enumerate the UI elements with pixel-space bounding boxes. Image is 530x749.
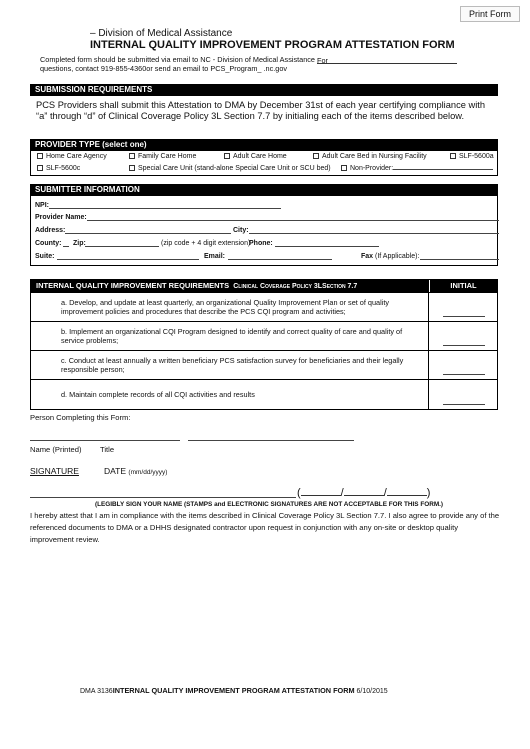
requirements-heading: INTERNAL QUALITY IMPROVEMENT REQUIREMENTS Clinical Coverage Policy 3LSection 7.7: [36, 281, 358, 290]
checkbox[interactable]: [224, 153, 230, 159]
date-label: DATE (mm/dd/yyyy): [104, 466, 168, 476]
print-form-button[interactable]: Print Form: [460, 6, 520, 22]
address-field[interactable]: [65, 233, 231, 234]
option-adult-care-home[interactable]: Adult Care Home: [224, 153, 287, 160]
submitter-heading: SUBMITTER INFORMATION: [30, 184, 498, 196]
option-slf-5600a[interactable]: SLF-5600a: [450, 153, 494, 160]
legibly-sign-note: (LEGIBLY SIGN YOUR NAME (STAMPS and ELECTRONIC SIGNATURES ARE NOT ACCEPTABLE FOR THIS FORM.): [95, 501, 444, 508]
option-adult-care-bed[interactable]: Adult Care Bed in Nursing Facility: [313, 153, 427, 160]
initial-heading: INITIAL: [429, 280, 497, 292]
requirements-table: [30, 279, 498, 410]
submitter-box: [30, 196, 498, 266]
attestation-text: I hereby attest that I am in compliance with the items described in Clinical Coverage Policy 3L Section 7.7. I also agree to provide any of the referenced documents to DMA or a DHHS designated contractor upon request in conjunction with any on-site or desktop quality improvement review.: [30, 511, 500, 544]
initial-line[interactable]: [443, 345, 485, 346]
zip-label: Zip:: [73, 240, 86, 247]
requirement-row-c: [31, 350, 497, 379]
requirement-text: a. Develop, and update at least quarterly, an organizational Quality Improvement Plan or set of quality improvement policies and procedures that describe the PCS CQI program and activities;: [31, 293, 429, 321]
option-home-care-agency[interactable]: Home Care Agency: [37, 153, 107, 160]
fax-label: Fax (If Applicable):: [361, 253, 420, 260]
initial-cell[interactable]: [429, 322, 497, 350]
npi-field[interactable]: [49, 208, 281, 209]
provider-name-label: Provider Name:: [35, 214, 87, 221]
initial-cell[interactable]: [429, 351, 497, 379]
initial-line[interactable]: [443, 404, 485, 405]
phone-field[interactable]: [275, 246, 379, 247]
provider-type-heading: PROVIDER TYPE (select one): [30, 139, 498, 151]
option-special-care-unit[interactable]: Special Care Unit (stand-alone Special Care Unit or SCU bed): [129, 165, 331, 172]
title-field[interactable]: [188, 440, 354, 441]
submission-heading: SUBMISSION REQUIREMENTS: [30, 84, 498, 96]
note-line1: Completed form should be submitted via email to NC - Division of Medical Assistance: [40, 55, 315, 64]
phone-label: Phone:: [249, 240, 273, 247]
requirement-text: b. Implement an organizational CQI Program designed to identify and correct quality of care and quality of service problems;: [31, 322, 429, 350]
initial-cell[interactable]: [429, 380, 497, 409]
city-label: City:: [233, 227, 249, 234]
suite-field[interactable]: [57, 259, 199, 260]
checkbox[interactable]: [313, 153, 319, 159]
county-label: County:: [35, 240, 62, 247]
requirement-row-a: [31, 292, 497, 321]
zip-note: (zip code + 4 digit extension): [161, 240, 251, 247]
option-family-care-home[interactable]: Family Care Home: [129, 153, 196, 160]
note-for: For: [317, 56, 328, 65]
email-label: Email:: [204, 253, 226, 260]
requirements-header: [31, 280, 497, 292]
requirement-row-d: [31, 379, 497, 409]
city-field[interactable]: [249, 233, 499, 234]
checkbox[interactable]: [450, 153, 456, 159]
requirement-row-b: [31, 321, 497, 350]
checkbox[interactable]: [37, 165, 43, 171]
initial-line[interactable]: [443, 316, 485, 317]
checkbox[interactable]: [37, 153, 43, 159]
address-label: Address:: [35, 227, 66, 234]
form-footer: DMA 3136INTERNAL QUALITY IMPROVEMENT PROGRAM ATTESTATION FORM 6/10/2015: [80, 686, 388, 695]
email-field[interactable]: [228, 259, 332, 260]
signature-label: SIGNATURE: [30, 466, 79, 476]
option-slf-5600c[interactable]: SLF-5600c: [37, 165, 80, 172]
title-label: Title: [100, 445, 115, 454]
form-title: INTERNAL QUALITY IMPROVEMENT PROGRAM ATTESTATION FORM: [90, 39, 455, 51]
initial-line[interactable]: [443, 374, 485, 375]
provider-name-field[interactable]: [87, 220, 499, 221]
checkbox[interactable]: [129, 153, 135, 159]
submission-text: PCS Providers shall submit this Attestation to DMA by December 31st of each year certifying compliance with “a” through “d” of Clinical Coverage Policy 3L Section 7.7 by initialing each of the items described below.: [36, 100, 486, 121]
zip-field[interactable]: [85, 246, 159, 247]
county-field[interactable]: [63, 246, 69, 247]
checkbox[interactable]: [341, 165, 347, 171]
initial-cell[interactable]: [429, 293, 497, 321]
fax-field[interactable]: [420, 259, 499, 260]
requirement-text: d. Maintain complete records of all CQI activities and results: [31, 380, 429, 409]
person-completing-label: Person Completing this Form:: [30, 413, 131, 422]
non-provider-line[interactable]: [393, 169, 493, 170]
submission-note: [40, 55, 480, 73]
checkbox[interactable]: [129, 165, 135, 171]
division-header: – Division of Medical Assistance: [90, 28, 233, 39]
npi-label: NPI:: [35, 202, 49, 209]
signature-field[interactable]: [30, 497, 296, 498]
provider-type-box: [30, 150, 498, 176]
requirement-text: c. Conduct at least annually a written beneficiary PCS satisfaction survey for beneficiaries and their legally responsible person;: [31, 351, 429, 379]
name-printed-label: Name (Printed): [30, 445, 82, 454]
for-underline: [317, 56, 457, 64]
date-field[interactable]: ( / / ): [297, 487, 431, 499]
suite-label: Suite:: [35, 253, 55, 260]
note-line2: questions, contact 919-855-4360or send an email to PCS_Program_ .nc.gov: [40, 64, 288, 73]
option-non-provider[interactable]: Non-Provider:: [341, 165, 393, 172]
name-printed-field[interactable]: [30, 440, 180, 441]
